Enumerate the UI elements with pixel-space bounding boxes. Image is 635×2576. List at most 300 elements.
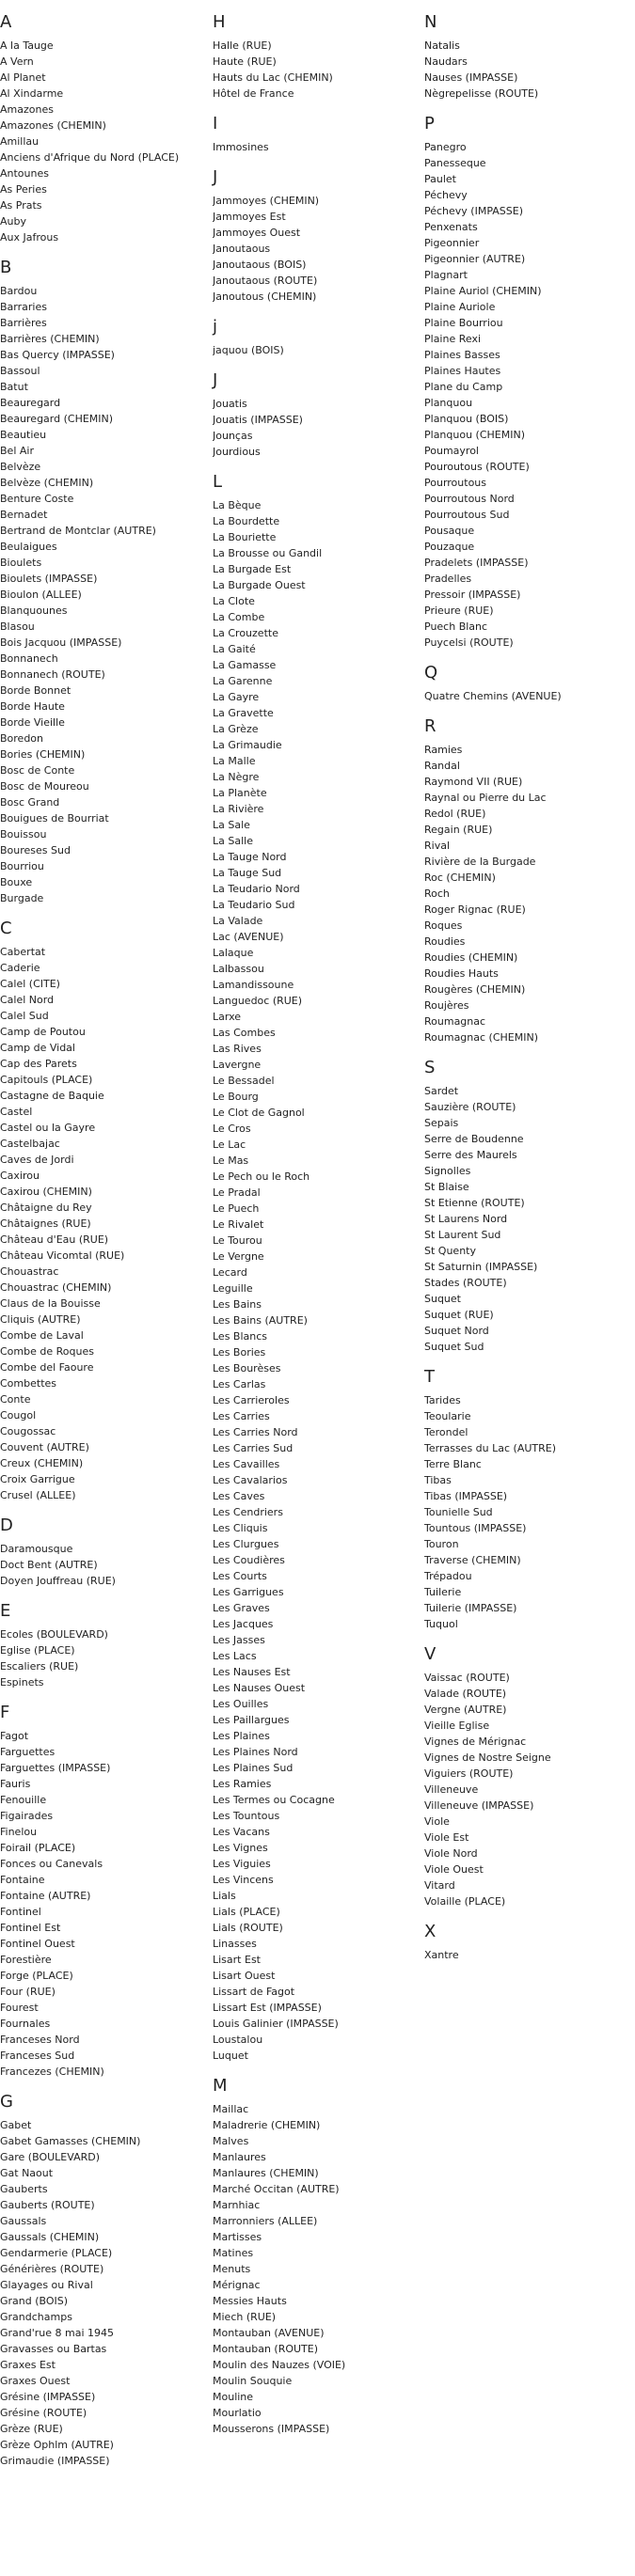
street-name: La Grèze <box>213 723 259 735</box>
street-name: Les Plaines <box>213 1730 270 1742</box>
street-name: Janoutaous (BOIS) <box>213 259 307 271</box>
street-name: Plaine Auriole <box>424 301 496 313</box>
street-name: Farguettes (IMPASSE) <box>0 1762 111 1774</box>
street-name: Sepais <box>424 1117 459 1129</box>
street-name: Le Clot de Gagnol <box>213 1107 305 1119</box>
street-name: Jouatis <box>213 398 247 410</box>
street-name: Aux Jafrous <box>0 231 59 243</box>
street-list <box>424 1670 627 1909</box>
street-name: Foirail (PLACE) <box>0 1842 76 1854</box>
street-name: Bosc de Conte <box>0 764 75 777</box>
street-name: Les Cliquis <box>213 1522 268 1534</box>
street-name: Gabet <box>0 2119 32 2131</box>
street-list <box>0 1626 202 1690</box>
street-name: Amazones (CHEMIN) <box>0 119 106 132</box>
street-name: Le Cros <box>213 1123 251 1135</box>
street-list <box>424 742 627 1045</box>
street-name: Poumayrol <box>424 445 479 457</box>
street-name: Terondel <box>424 1426 468 1438</box>
street-name: Plaines Hautes <box>424 365 501 377</box>
street-name: Les Cendriers <box>213 1506 283 1518</box>
street-name: Grésine (ROUTE) <box>0 2407 87 2419</box>
street-name: La Bouriette <box>213 531 277 543</box>
street-name: Marché Occitan (AUTRE) <box>213 2183 340 2195</box>
street-name: Mouline <box>213 2391 254 2403</box>
street-name: Lac (AVENUE) <box>213 931 284 943</box>
street-name: St Laurent Sud <box>424 1229 501 1241</box>
street-name: Caxirou <box>0 1170 40 1182</box>
street-name: Châtaigne du Rey <box>0 1202 92 1214</box>
street-name: Les Clurgues <box>213 1538 279 1550</box>
street-name: Grimaudie (IMPASSE) <box>0 2455 110 2467</box>
street-name: Le Mas <box>213 1154 249 1167</box>
letter-group-D <box>0 1516 202 1589</box>
index-column-2 <box>213 0 415 2437</box>
street-name: Rougères (CHEMIN) <box>424 983 526 996</box>
street-name: Roudies Hauts <box>424 967 499 980</box>
street-name: Plaine Rexi <box>424 333 482 345</box>
street-name: Château Vicomtal (RUE) <box>0 1249 125 1262</box>
street-name: Signolles <box>424 1165 471 1177</box>
street-name: Grèze Ophlm (AUTRE) <box>0 2439 114 2451</box>
street-name: Cougol <box>0 1409 37 1422</box>
street-name: Pradelles <box>424 573 472 585</box>
street-name: La Valade <box>213 915 263 927</box>
street-name: Bois Jacquou (IMPASSE) <box>0 636 122 649</box>
street-name: Halle (RUE) <box>213 39 272 52</box>
street-name: Valade (ROUTE) <box>424 1688 507 1700</box>
street-name: La Burgade Ouest <box>213 579 306 591</box>
street-name: Tounielle Sud <box>424 1506 493 1518</box>
index-column-1 <box>0 0 202 2469</box>
street-name: Les Plaines Nord <box>213 1746 298 1758</box>
street-list <box>424 1947 627 1963</box>
street-name: Burgade <box>0 892 44 904</box>
street-name: Bouigues de Bourriat <box>0 812 109 825</box>
letter-heading: L <box>213 472 223 492</box>
street-name: Pouroutous (ROUTE) <box>424 461 530 473</box>
street-name: Stades (ROUTE) <box>424 1277 507 1289</box>
street-name: La Teudario Sud <box>213 899 295 911</box>
street-name: Fauris <box>0 1778 31 1790</box>
street-name: Montauban (ROUTE) <box>213 2343 319 2355</box>
street-name: St Laurens Nord <box>424 1213 508 1225</box>
street-name: Messies Hauts <box>213 2295 287 2307</box>
street-name: Calel (CITE) <box>0 978 60 990</box>
street-name: Gaussals (CHEMIN) <box>0 2231 100 2243</box>
street-name: Roudies <box>424 935 466 948</box>
street-name: Les Vincens <box>213 1874 274 1886</box>
letter-group-B <box>0 259 202 906</box>
street-name: Grand (BOIS) <box>0 2295 69 2307</box>
street-name: Gauberts (ROUTE) <box>0 2199 95 2211</box>
street-name: Les Paillargues <box>213 1714 290 1726</box>
letter-group-L <box>213 473 415 2064</box>
street-name: Les Bourèses <box>213 1362 281 1374</box>
street-name: Planquou <box>424 397 473 409</box>
index-column-3 <box>424 0 627 1963</box>
street-name: La Crouzette <box>213 627 278 639</box>
street-name: Les Nauses Est <box>213 1666 291 1678</box>
street-name: Camp de Vidal <box>0 1042 75 1054</box>
street-name: Fenouille <box>0 1794 47 1806</box>
street-name: Antounes <box>0 167 49 180</box>
street-name: St Etienne (ROUTE) <box>424 1197 525 1209</box>
street-list <box>0 944 202 1503</box>
street-list <box>213 193 415 305</box>
street-name: Tuquol <box>424 1618 458 1630</box>
street-name: Combe del Faoure <box>0 1361 94 1374</box>
street-name: Viole Nord <box>424 1847 478 1860</box>
street-name: Lials <box>213 1890 236 1902</box>
street-name: Bioulets <box>0 557 42 569</box>
street-name: Prieure (RUE) <box>424 605 494 617</box>
letter-heading: R <box>424 716 437 736</box>
street-name: Roujères <box>424 999 469 1012</box>
street-name: Bosc de Moureou <box>0 780 89 793</box>
street-name: Pigeonnier (AUTRE) <box>424 253 526 265</box>
street-name: Rival <box>424 840 451 852</box>
street-name: Les Courts <box>213 1570 267 1582</box>
street-name: Château d'Eau (RUE) <box>0 1233 109 1246</box>
street-name: Caxirou (CHEMIN) <box>0 1186 92 1198</box>
letter-heading: M <box>213 2076 228 2096</box>
street-name: Bonnanech (ROUTE) <box>0 668 105 681</box>
street-name: Tuilerie (IMPASSE) <box>424 1602 517 1614</box>
street-name: Cougossac <box>0 1425 56 1437</box>
street-name: Roumagnac <box>424 1015 486 1028</box>
letter-heading: J <box>213 167 218 187</box>
street-name: Raynal ou Pierre du Lac <box>424 792 547 804</box>
street-name: jaquou (BOIS) <box>213 344 284 356</box>
street-name: Le Bessadel <box>213 1075 275 1087</box>
letter-group-F <box>0 1704 202 2080</box>
street-name: Les Caves <box>213 1490 265 1502</box>
street-name: Ecoles (BOULEVARD) <box>0 1628 108 1641</box>
street-name: Tarides <box>424 1394 461 1406</box>
street-name: Boredon <box>0 732 44 745</box>
street-name: Le Puech <box>213 1202 260 1215</box>
street-list <box>424 1083 627 1355</box>
street-name: Cap des Parets <box>0 1058 77 1070</box>
street-name: Hauts du Lac (CHEMIN) <box>213 71 333 84</box>
street-name: La Grimaudie <box>213 739 282 751</box>
street-name: La Bèque <box>213 499 262 511</box>
street-name: La Combe <box>213 611 265 623</box>
letter-group-C <box>0 919 202 1503</box>
street-name: Le Pradal <box>213 1186 261 1199</box>
street-name: La Nègre <box>213 771 260 783</box>
street-name: Serre des Maurels <box>424 1149 517 1161</box>
street-name: Serre de Boudenne <box>424 1133 524 1145</box>
street-name: Maillac <box>213 2103 249 2115</box>
street-list <box>0 283 202 906</box>
street-name: Bouissou <box>0 828 47 840</box>
street-name: Doct Bent (AUTRE) <box>0 1559 98 1571</box>
street-name: St Quenty <box>424 1245 476 1257</box>
street-name: Lecard <box>213 1266 247 1279</box>
street-list <box>0 1728 202 2080</box>
street-name: Malves <box>213 2135 249 2147</box>
street-name: Natalis <box>424 39 460 52</box>
street-name: Gare (BOULEVARD) <box>0 2151 100 2163</box>
letter-heading: J <box>213 370 218 390</box>
street-name: Maladrerie (CHEMIN) <box>213 2119 321 2131</box>
street-name: Tountous (IMPASSE) <box>424 1522 527 1534</box>
street-name: Mousserons (IMPASSE) <box>213 2423 330 2435</box>
street-name: Bardou <box>0 285 38 297</box>
street-name: Roger Rignac (RUE) <box>424 903 526 916</box>
street-name: Graxes Est <box>0 2359 56 2371</box>
street-name: Nauses (IMPASSE) <box>424 71 518 84</box>
street-name: Barrières <box>0 317 47 329</box>
street-name: Mourlatio <box>213 2407 262 2419</box>
street-name: Les Carries Sud <box>213 1442 294 1454</box>
street-name: Conte <box>0 1393 31 1406</box>
letter-group-G <box>0 2093 202 2469</box>
street-name: Fournales <box>0 2018 51 2030</box>
letter-heading: A <box>0 12 12 32</box>
street-name: Janoutaous (ROUTE) <box>213 275 318 287</box>
street-name: Fontinel Ouest <box>0 1938 75 1950</box>
letter-group-X <box>424 1923 627 1963</box>
street-name: Les Blancs <box>213 1330 268 1343</box>
street-name: St Saturnin (IMPASSE) <box>424 1261 538 1273</box>
street-name: Roudies (CHEMIN) <box>424 951 518 964</box>
street-name: Lalbassou <box>213 963 264 975</box>
street-name: A Vern <box>0 55 34 68</box>
street-name: Calel Nord <box>0 994 55 1006</box>
street-name: Gabet Gamasses (CHEMIN) <box>0 2135 141 2147</box>
street-name: Fontinel Est <box>0 1922 61 1934</box>
street-name: Suquet Sud <box>424 1341 484 1353</box>
street-name: Gauberts <box>0 2183 48 2195</box>
street-name: Planquou (BOIS) <box>424 413 509 425</box>
street-name: Le Pech ou le Roch <box>213 1170 310 1183</box>
street-name: Sardet <box>424 1085 459 1097</box>
street-name: Jammoyes Est <box>213 211 286 223</box>
street-name: Les Jasses <box>213 1634 265 1646</box>
street-name: Marronniers (ALLEE) <box>213 2215 318 2227</box>
street-name: Crusel (ALLEE) <box>0 1489 76 1501</box>
street-name: Barrières (CHEMIN) <box>0 333 100 345</box>
street-name: Borde Haute <box>0 700 65 713</box>
street-name: Larxe <box>213 1011 242 1023</box>
street-name: Jammoyes (CHEMIN) <box>213 195 320 207</box>
street-name: Viguiers (ROUTE) <box>424 1767 514 1780</box>
street-name: Pourroutous <box>424 477 486 489</box>
street-name: Touron <box>424 1538 459 1550</box>
street-name: Les Ouilles <box>213 1698 269 1710</box>
street-name: Roques <box>424 919 463 932</box>
street-name: Pousaque <box>424 525 475 537</box>
street-name: Claus de la Bouisse <box>0 1297 101 1310</box>
street-name: Les Nauses Ouest <box>213 1682 306 1694</box>
letter-group-M <box>213 2077 415 2437</box>
street-name: Gaussals <box>0 2215 47 2227</box>
street-name: Amillau <box>0 135 40 148</box>
street-name: Roch <box>424 887 450 900</box>
street-name: Janoutaous <box>213 243 271 255</box>
street-name: Jourdious <box>213 446 261 458</box>
street-name: Manlaures <box>213 2151 266 2163</box>
street-name: Les Viguies <box>213 1858 271 1870</box>
letter-heading: T <box>424 1367 435 1387</box>
street-name: Bioulets (IMPASSE) <box>0 573 98 585</box>
street-name: La Gravette <box>213 707 274 719</box>
street-name: Grésine (IMPASSE) <box>0 2391 96 2403</box>
letter-heading: H <box>213 12 226 32</box>
street-list <box>213 396 415 460</box>
street-name: Lissart Est (IMPASSE) <box>213 2002 322 2014</box>
street-name: Castel <box>0 1106 33 1118</box>
street-name: La Tauge Sud <box>213 867 282 879</box>
street-name: Creux (CHEMIN) <box>0 1457 84 1469</box>
street-name: Fontaine <box>0 1874 45 1886</box>
street-name: Péchevy <box>424 189 468 201</box>
street-name: Castelbajac <box>0 1138 60 1150</box>
street-name: Espinets <box>0 1676 44 1689</box>
street-name: La Gaité <box>213 643 256 655</box>
street-name: Combettes <box>0 1377 57 1390</box>
street-name: Gat Naout <box>0 2167 54 2179</box>
street-name: Cabertat <box>0 946 46 958</box>
street-name: Les Carries Nord <box>213 1426 298 1438</box>
street-name: Les Vacans <box>213 1826 270 1838</box>
street-name: As Peries <box>0 183 47 196</box>
street-name: Combe de Roques <box>0 1345 94 1358</box>
street-name: Figairades <box>0 1810 54 1822</box>
street-name: Bories (CHEMIN) <box>0 748 86 761</box>
street-name: Teoularie <box>424 1410 471 1422</box>
letter-heading: G <box>0 2092 13 2112</box>
street-name: Grèze (RUE) <box>0 2423 63 2435</box>
letter-heading: X <box>424 1922 437 1941</box>
letter-heading: P <box>424 114 435 134</box>
street-list <box>424 1392 627 1632</box>
street-name: La Garenne <box>213 675 273 687</box>
street-name: Les Bains <box>213 1298 262 1311</box>
street-name: La Salle <box>213 835 253 847</box>
street-name: Eglise (PLACE) <box>0 1644 75 1657</box>
street-name: Beautieu <box>0 429 47 441</box>
street-name: Capitouls (PLACE) <box>0 1074 93 1086</box>
street-name: Fourest <box>0 2002 39 2014</box>
street-name: Croix Garrigue <box>0 1473 75 1485</box>
street-name: Jouatis (IMPASSE) <box>213 414 303 426</box>
street-name: Bourriou <box>0 860 44 872</box>
street-name: Moulin Souquie <box>213 2375 293 2387</box>
street-name: La Clote <box>213 595 255 607</box>
street-name: Forge (PLACE) <box>0 1970 73 1982</box>
street-name: Rivière de la Burgade <box>424 856 536 868</box>
street-name: Lavergne <box>213 1059 262 1071</box>
street-name: Randal <box>424 760 460 772</box>
street-name: La Rivière <box>213 803 264 815</box>
street-name: Chouastrac (CHEMIN) <box>0 1281 112 1294</box>
street-name: Borde Vieille <box>0 716 65 729</box>
street-name: Daramousque <box>0 1543 73 1555</box>
street-name: Les Ramies <box>213 1778 272 1790</box>
street-name: La Bourdette <box>213 515 280 527</box>
street-name: Hôtel de France <box>213 87 294 100</box>
letter-group-E <box>0 1602 202 1690</box>
street-name: Le Vergne <box>213 1250 264 1263</box>
street-name: Les Vignes <box>213 1842 268 1854</box>
letter-heading: S <box>424 1058 436 1077</box>
street-name: Les Coudières <box>213 1554 285 1566</box>
street-name: Jammoyes Ouest <box>213 227 301 239</box>
street-name: La Gamasse <box>213 659 277 671</box>
street-name: Grandchamps <box>0 2311 72 2323</box>
street-name: Jounças <box>213 430 253 442</box>
street-name: Quatre Chemins (AVENUE) <box>424 690 562 702</box>
street-name: Planquou (CHEMIN) <box>424 429 526 441</box>
letter-group-R <box>424 717 627 1045</box>
street-name: Languedoc (RUE) <box>213 995 303 1007</box>
street-name: Gendarmerie (PLACE) <box>0 2247 113 2259</box>
street-name: Les Bories <box>213 1346 266 1359</box>
letter-group-T <box>424 1368 627 1632</box>
street-list <box>0 1541 202 1589</box>
street-name: Forestière <box>0 1954 52 1966</box>
letter-heading: D <box>0 1516 13 1535</box>
street-name: Ramies <box>424 744 463 756</box>
street-name: Fontaine (AUTRE) <box>0 1890 91 1902</box>
street-name: Pouzaque <box>424 541 475 553</box>
street-name: Paulet <box>424 173 456 185</box>
street-name: Pressoir (IMPASSE) <box>424 589 521 601</box>
street-name: Beulaigues <box>0 541 57 553</box>
street-name: Bernadet <box>0 509 48 521</box>
street-name: Franceses Sud <box>0 2050 75 2062</box>
street-name: Auby <box>0 215 26 228</box>
street-name: As Prats <box>0 199 42 212</box>
street-name: La Teudario Nord <box>213 883 300 895</box>
street-name: Penxenats <box>424 221 478 233</box>
street-name: Barraries <box>0 301 47 313</box>
street-name: Boureses Sud <box>0 844 71 856</box>
street-name: Combe de Laval <box>0 1329 84 1342</box>
street-name: Al Xindarme <box>0 87 64 100</box>
street-name: Pourroutous Sud <box>424 509 510 521</box>
street-name: Vieille Eglise <box>424 1720 490 1732</box>
street-name: Martisses <box>213 2231 262 2243</box>
street-name: Escaliers (RUE) <box>0 1660 79 1673</box>
letter-heading: E <box>0 1601 11 1621</box>
street-name: Pigeonnier <box>424 237 480 249</box>
street-name: Belvèze <box>0 461 41 473</box>
street-name: Caderie <box>0 962 40 974</box>
street-name: Immosines <box>213 141 269 153</box>
street-name: Roc (CHEMIN) <box>424 872 496 884</box>
street-name: Loustalou <box>213 2034 263 2046</box>
letter-heading: C <box>0 919 12 938</box>
street-name: Miech (RUE) <box>213 2311 277 2323</box>
street-name: Volaille (PLACE) <box>424 1895 506 1908</box>
street-name: Les Termes ou Cocagne <box>213 1794 335 1806</box>
street-name: Plaine Bourriou <box>424 317 503 329</box>
street-name: Redol (RUE) <box>424 808 486 820</box>
street-name: Franceses Nord <box>0 2034 80 2046</box>
letter-group-H <box>213 13 415 102</box>
street-name: Le Tourou <box>213 1234 262 1247</box>
street-name: Fagot <box>0 1730 29 1742</box>
street-name: Le Rivalet <box>213 1218 264 1231</box>
street-list <box>0 38 202 245</box>
street-name: Le Bourg <box>213 1091 259 1103</box>
street-name: Moulin des Nauzes (VOIE) <box>213 2359 346 2371</box>
